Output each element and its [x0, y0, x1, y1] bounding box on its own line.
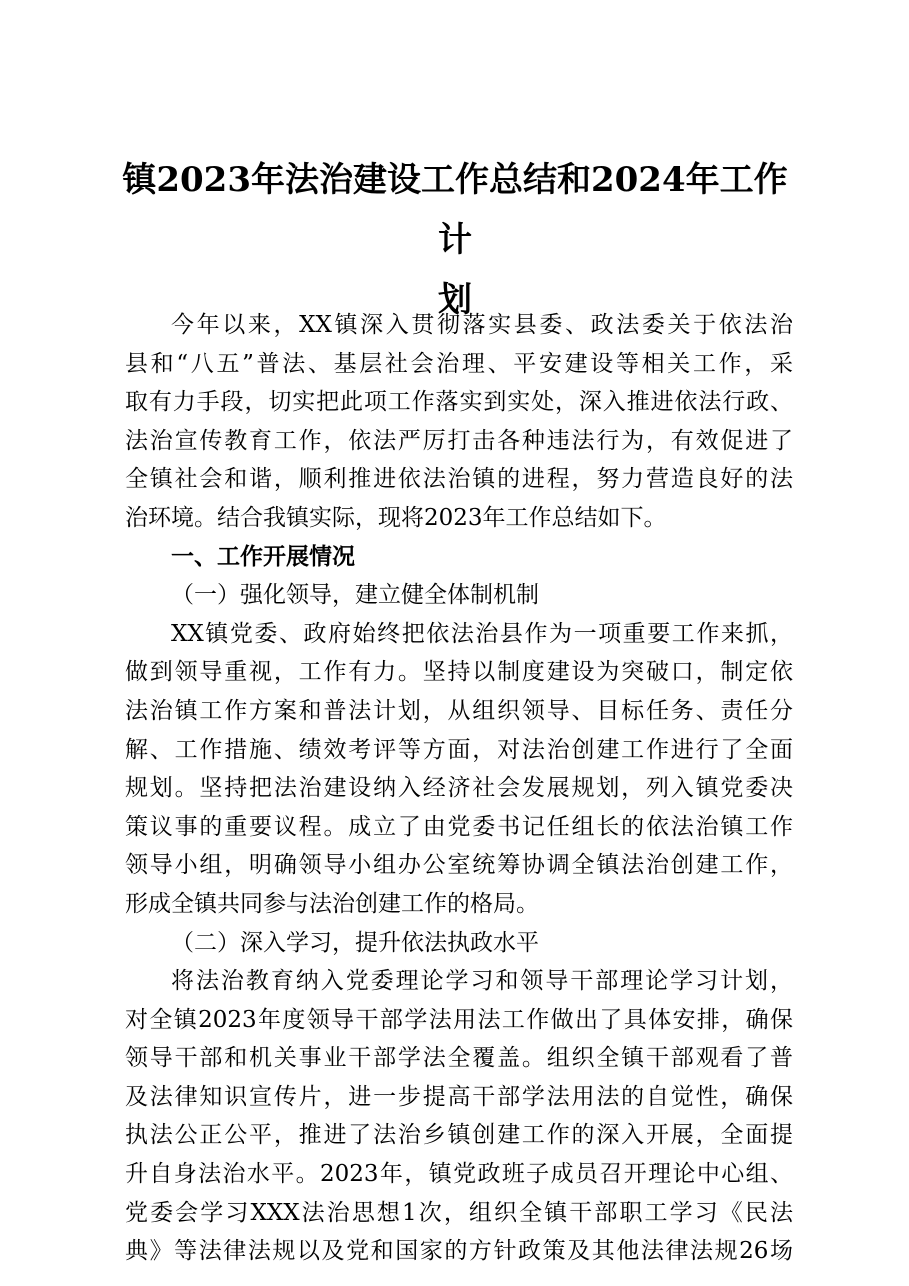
- subsection-heading: （二）深入学习，提升依法执政水平: [171, 929, 539, 956]
- text-line: 升自身法治水平。2023年，镇党政班子成员召开理论中心组、: [125, 1161, 793, 1188]
- text-line: 今年以来，XX镇深入贯彻落实县委、政法委关于依法治: [171, 312, 793, 338]
- text-line: 执法公正公平，推进了法治乡镇创建工作的深入开展，全面提: [125, 1122, 793, 1149]
- text-line: 做到领导重视，工作有力。坚持以制度建设为突破口，制定依: [125, 659, 793, 686]
- document-body: [125, 306, 793, 1271]
- title-line-1: 镇2023年法治建设工作总结和2024年工作计: [122, 160, 788, 260]
- text-line: 策议事的重要议程。成立了由党委书记任组长的依法治镇工作: [125, 813, 793, 840]
- text-line: 及法律知识宣传片，进一步提高干部学法用法的自觉性，确保: [125, 1083, 793, 1110]
- text-line: 典》等法律法规以及党和国家的方针政策及其他法律法规26场: [125, 1238, 793, 1265]
- paragraph-study: [125, 962, 793, 1271]
- text-line: 县和“八五”普法、基层社会治理、平安建设等相关工作，采: [125, 350, 793, 377]
- text-line: 对全镇2023年度领导干部学法用法工作做出了具体安排，确保: [125, 1006, 793, 1033]
- text-line: 规划。坚持把法治建设纳入经济社会发展规划，列入镇党委决: [125, 775, 793, 802]
- text-line: 法治宣传教育工作，依法严厉打击各种违法行为，有效促进了: [125, 427, 793, 454]
- subsection-heading: （一）强化领导，建立健全体制机制: [171, 582, 539, 609]
- paragraph-intro: [125, 306, 793, 538]
- document-title: [120, 150, 790, 330]
- section-heading: 一、工作开展情况: [171, 543, 355, 570]
- text-line: XX镇党委、政府始终把依法治县作为一项重要工作来抓，: [171, 620, 793, 647]
- paragraph-leadership: [125, 615, 793, 924]
- text-line: 将法治教育纳入党委理论学习和领导干部理论学习计划，: [171, 968, 793, 995]
- text-line: 全镇社会和谐，顺利推进依法治镇的进程，努力营造良好的法: [125, 466, 793, 493]
- text-line: 解、工作措施、绩效考评等方面，对法治创建工作进行了全面: [125, 736, 793, 763]
- title-line-2: 划: [438, 280, 472, 320]
- text-line: 法治镇工作方案和普法计划，从组织领导、目标任务、责任分: [125, 697, 793, 724]
- text-line: 党委会学习XXX法治思想1次，组织全镇干部职工学习《民法: [125, 1199, 793, 1226]
- text-line: 取有力手段，切实把此项工作落实到实处，深入推进依法行政、: [125, 389, 793, 416]
- text-line: 领导干部和机关事业干部学法全覆盖。组织全镇干部观看了普: [125, 1045, 793, 1072]
- text-line: 治环境。结合我镇实际，现将2023年工作总结如下。: [125, 504, 667, 531]
- text-line: 领导小组，明确领导小组办公室统筹协调全镇法治创建工作，: [125, 852, 793, 879]
- text-line: 形成全镇共同参与法治创建工作的格局。: [125, 890, 539, 917]
